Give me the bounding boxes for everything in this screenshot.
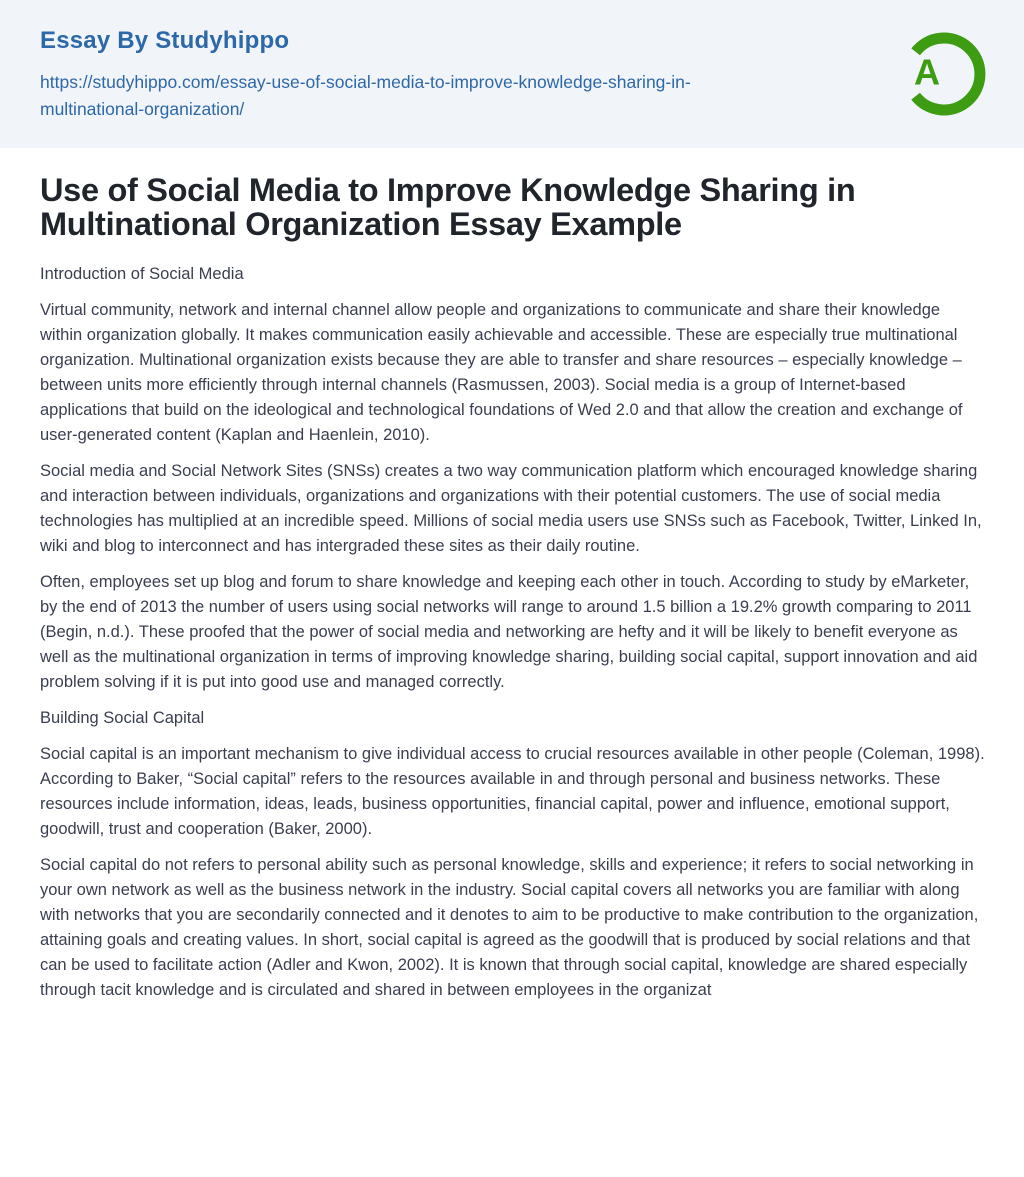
- article-content: [0, 148, 1024, 1003]
- section-heading-building-social-capital: Building Social Capital: [40, 709, 205, 727]
- paragraph: Social capital do not refers to personal ability such as personal knowledge, skills and experience; it refers to social networking in your own network as well as the business network in the industry. Social capital covers all networks you are familiar with along with networks that you are secondarily connected and it denotes to aim to be productive to make contribution to the organization, attaining goals and creating values. In short, social capital is agreed as the goodwill that is produced by social relations and that can be used to facilitate action (Adler and Kwon, 2002). It is known that through social capital, knowledge are shared especially through tacit knowledge and is circulated and shared in between employees in the organizat: [40, 856, 979, 999]
- studyhippo-logo: [900, 30, 988, 118]
- article-title: Use of Social Media to Improve Knowledge Sharing in Multinational Organization Essay Example: [40, 172, 856, 242]
- paragraph: Virtual community, network and internal channel allow people and organizations to communicate and share their knowledge within organization globally. It makes communication easily achievable and accessible. These are especially true multinational organization. Multinational organization exists because they are able to transfer and share resources – especially knowledge – between units more efficiently through internal channels (Rasmussen, 2003). Social media is a group of Internet-based applications that build on the ideological and technological foundations of Wed 2.0 and that allow the creation and exchange of user-generated content (Kaplan and Haenlein, 2010).: [40, 301, 963, 444]
- paragraph: Social media and Social Network Sites (SNSs) creates a two way communication platform which encouraged knowledge sharing and interaction between individuals, organizations and organizations with their potential customers. The use of social media technologies has multiplied at an incredible speed. Millions of social media users use SNSs such as Facebook, Twitter, Linked In, wiki and blog to interconnect and has intergraded these sites as their daily routine.: [40, 462, 982, 555]
- essay-url-link[interactable]: https://studyhippo.com/essay-use-of-social-media-to-improve-knowledge-sharing-in-multinational-organization/: [40, 72, 691, 119]
- site-header: [0, 0, 1024, 148]
- paragraph: Social capital is an important mechanism to give individual access to crucial resources available in other people (Coleman, 1998). According to Baker, “Social capital” refers to the resources available in and through personal and business networks. These resources include information, ideas, leads, business opportunities, financial capital, power and influence, emotional support, goodwill, trust and cooperation (Baker, 2000).: [40, 745, 985, 838]
- header-text-block: [40, 25, 782, 123]
- logo-letter: A: [914, 51, 940, 93]
- site-title: Essay By Studyhippo: [40, 27, 290, 54]
- paragraph: Often, employees set up blog and forum to share knowledge and keeping each other in touch. According to study by eMarketer, by the end of 2013 the number of users using social networks will range to around 1.5 billion a 19.2% growth comparing to 2011 (Begin, n.d.). These proofed that the power of social media and networking are hefty and it will be likely to benefit everyone as well as the multinational organization in terms of improving knowledge sharing, building social capital, support innovation and aid problem solving if it is put into good use and managed correctly.: [40, 573, 978, 691]
- section-heading-introduction: Introduction of Social Media: [40, 265, 244, 283]
